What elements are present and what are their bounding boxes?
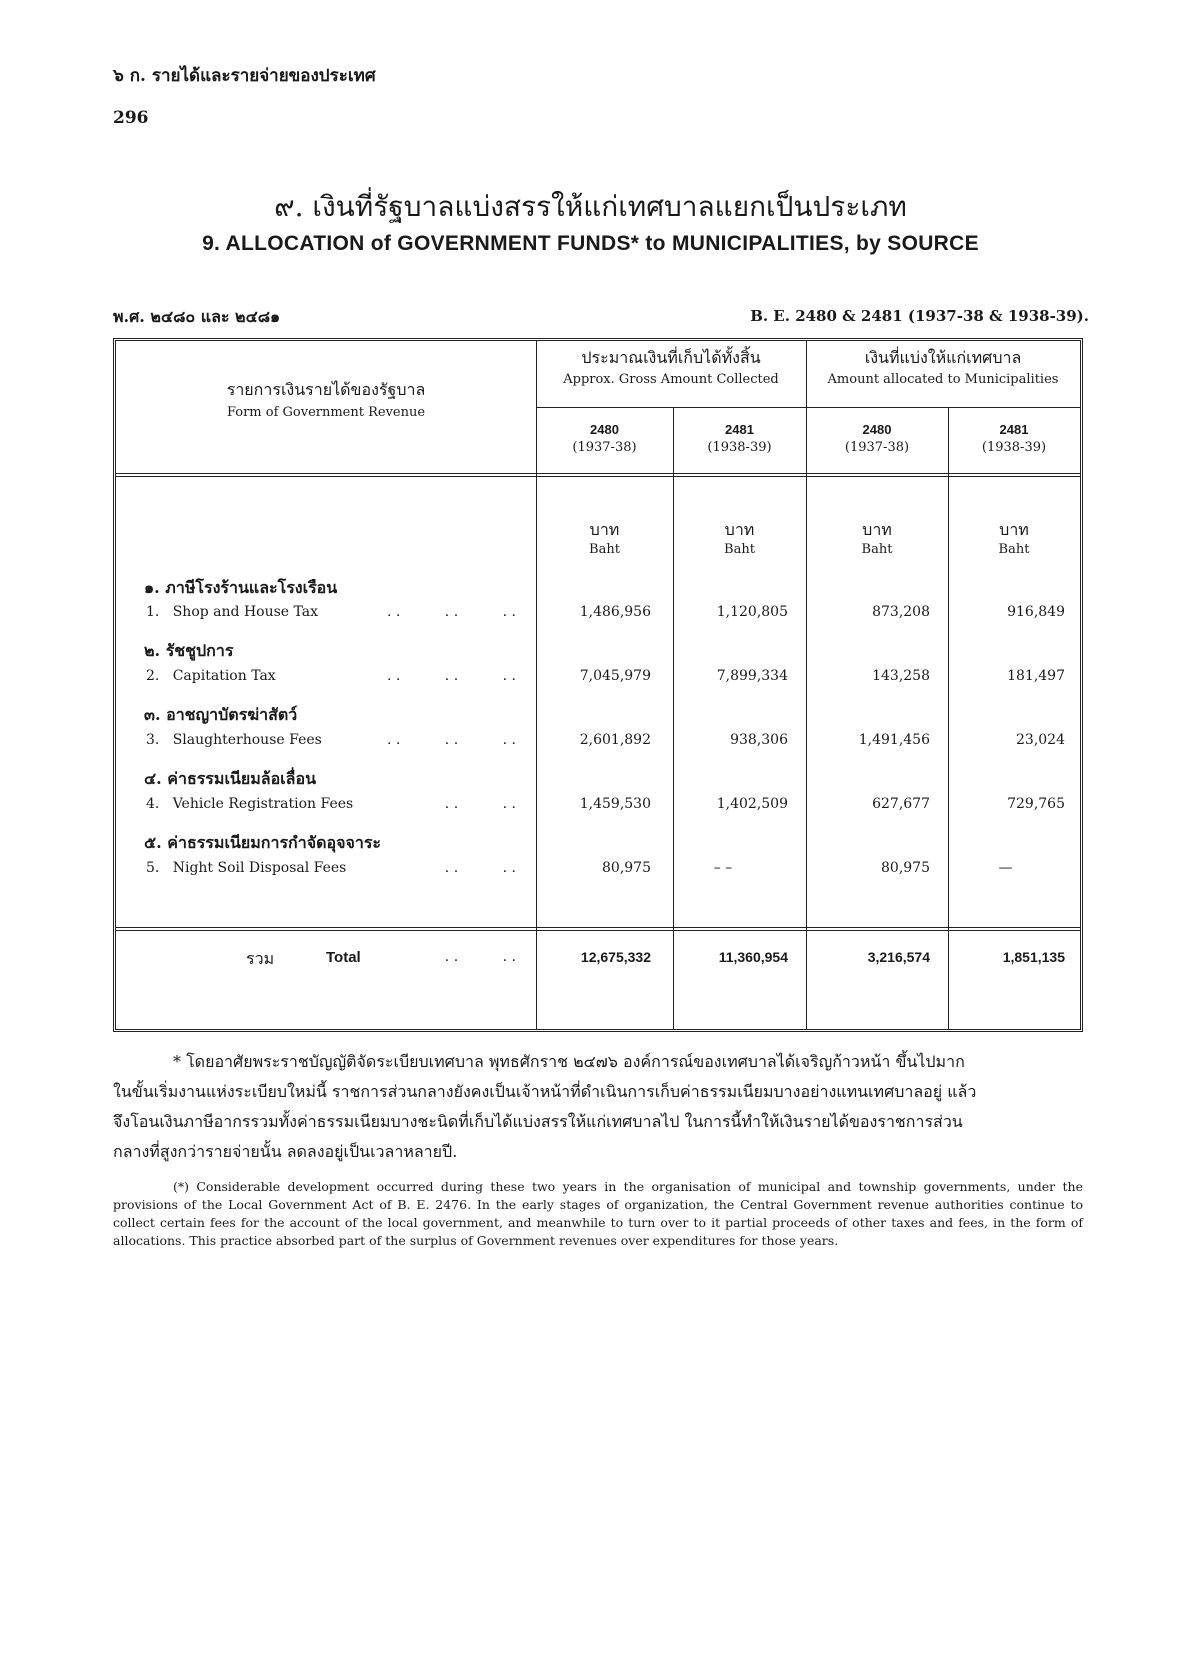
total-cell: 3,216,574 <box>867 949 930 965</box>
table-cell: 7,045,979 <box>579 668 651 684</box>
table-cell: 873,208 <box>872 604 930 620</box>
table-cell: 916,849 <box>1007 604 1065 620</box>
footnote-th-line: ในขั้นเริ่มงานแห่งระเบียบใหม่นี้ ราชการส่วนกลางยังคงเป็นเจ้าหน้าที่ดำเนินการเก็บค่าธรรมเนียมบางอย่างแทนเทศบาลอยู่ แล้ว <box>113 1082 977 1101</box>
running-head: ๖ ก. รายได้และรายจ่ายของประเทศ <box>113 66 376 86</box>
group2-header-th: เงินที่แบ่งให้แก่เทศบาล <box>864 348 1022 367</box>
footnote-english: (*) Considerable development occurred during these two years in the organisation of municipal and township governments, under the provisions of the Local Government Act of B. E. 2476. In the early stages of organization, the Central Government revenue authorities continue to collect certain fees for the account of the local government, and meanwhile to turn over to it partial proceeds of other taxes and fees, in the form of allocations. This practice absorbed part of the surplus of Government revenues over expenditures for those years. <box>113 1179 1083 1248</box>
stub-header-en: Form of Government Revenue <box>226 405 426 420</box>
table-cell: 1,486,956 <box>579 604 651 620</box>
total-cell: 11,360,954 <box>718 949 788 965</box>
leader-dots: . . . . . . <box>386 668 516 684</box>
year-english: B. E. 2480 & 2481 (1937-38 & 1938-39). <box>750 307 1089 325</box>
header-bottom-rule <box>116 473 1080 477</box>
table-cell: 1,402,509 <box>716 796 788 812</box>
row-label-en: 5. Night Soil Disposal Fees <box>146 860 347 876</box>
table-cell: 627,677 <box>872 796 930 812</box>
footnote-th-line: กลางที่สูงกว่ารายจ่ายนั้น ลดลงอยู่เป็นเวลาหลายปี. <box>113 1142 458 1161</box>
row-label-en: 1. Shop and House Tax <box>146 604 319 620</box>
row-label-th: ๒. รัชชูปการ <box>144 641 234 660</box>
allocation-table <box>113 338 1083 1032</box>
leader-dots: . . . . . . <box>386 604 516 620</box>
leader-dots: . . . . <box>444 949 516 965</box>
row-label-th: ๑. ภาษีโรงร้านและโรงเรือน <box>144 578 338 597</box>
col-divider <box>948 407 949 1029</box>
row-label-th: ๕. ค่าธรรมเนียมการกำจัดอุจจาระ <box>144 833 381 852</box>
leader-dots: . . . . . . <box>386 732 516 748</box>
header-rule <box>536 407 1080 408</box>
table-cell: 7,899,334 <box>716 668 788 684</box>
table-cell: 729,765 <box>1007 796 1065 812</box>
row-label-th: ๓. อาชญาบัตรฆ่าสัตว์ <box>144 705 298 724</box>
total-label-en: Total <box>326 949 361 966</box>
unit-label: บาท Baht <box>589 520 620 557</box>
row-label-en: 4. Vehicle Registration Fees <box>146 796 354 812</box>
year-header: 2481 (1938-39) <box>707 422 772 455</box>
leader-dots: . . . . <box>444 860 516 876</box>
title-english: 9. ALLOCATION of GOVERNMENT FUNDS* to MUNICIPALITIES, by SOURCE <box>202 232 979 255</box>
table-cell: 181,497 <box>1007 668 1065 684</box>
table-cell: 80,975 <box>602 860 651 876</box>
page-number: 296 <box>113 108 149 128</box>
table-cell: — <box>998 860 1013 876</box>
year-header: 2480 (1937-38) <box>572 422 637 455</box>
group2-header-en: Amount allocated to Municipalities <box>827 372 1059 387</box>
unit-label: บาท Baht <box>724 520 755 557</box>
row-label-en: 2. Capitation Tax <box>146 668 276 684</box>
table-cell: 2,601,892 <box>579 732 651 748</box>
total-cell: 1,851,135 <box>1002 949 1065 965</box>
table-cell: 23,024 <box>1016 732 1065 748</box>
unit-label: บาท Baht <box>861 520 893 557</box>
year-header: 2480 (1937-38) <box>844 422 910 455</box>
total-cell: 12,675,332 <box>580 949 651 965</box>
title-thai: ๙. เงินที่รัฐบาลแบ่งสรรให้แก่เทศบาลแยกเป็นประเภท <box>274 190 907 223</box>
year-header: 2481 (1938-39) <box>981 422 1047 455</box>
total-label-th: รวม <box>246 949 275 968</box>
table-cell: – – <box>713 860 733 876</box>
table-cell: 143,258 <box>872 668 930 684</box>
unit-label: บาท Baht <box>998 520 1030 557</box>
group1-header-th: ประมาณเงินที่เก็บได้ทั้งสิ้น <box>581 348 761 367</box>
stub-header-th: รายการเงินรายได้ของรัฐบาล <box>226 380 426 399</box>
footnote-th-line: * โดยอาศัยพระราชบัญญัติจัดระเบียบเทศบาล พุทธศักราช ๒๔๗๖ องค์การณ์ของเทศบาลได้เจริญก้าวหน้า ขึ้นไปมาก <box>173 1052 965 1071</box>
footnote-th-line: จึงโอนเงินภาษีอากรรวมทั้งค่าธรรมเนียมบางชะนิดที่เก็บได้แบ่งสรรให้แก่เทศบาลไป ในการนี้ทำให้เงินรายได้ของราชการส่วน <box>113 1112 963 1131</box>
row-label-en: 3. Slaughterhouse Fees <box>146 732 322 748</box>
col-divider <box>673 407 674 1029</box>
year-thai: พ.ศ. ๒๔๘๐ และ ๒๔๘๑ <box>113 307 281 326</box>
table-cell: 1,491,456 <box>858 732 930 748</box>
table-cell: 1,120,805 <box>716 604 788 620</box>
row-label-th: ๔. ค่าธรรมเนียมล้อเลื่อน <box>144 769 316 788</box>
table-cell: 1,459,530 <box>579 796 651 812</box>
total-rule <box>116 927 1080 931</box>
leader-dots: . . . . <box>444 796 516 812</box>
group1-header-en: Approx. Gross Amount Collected <box>563 372 779 387</box>
table-cell: 80,975 <box>881 860 930 876</box>
table-cell: 938,306 <box>730 732 788 748</box>
